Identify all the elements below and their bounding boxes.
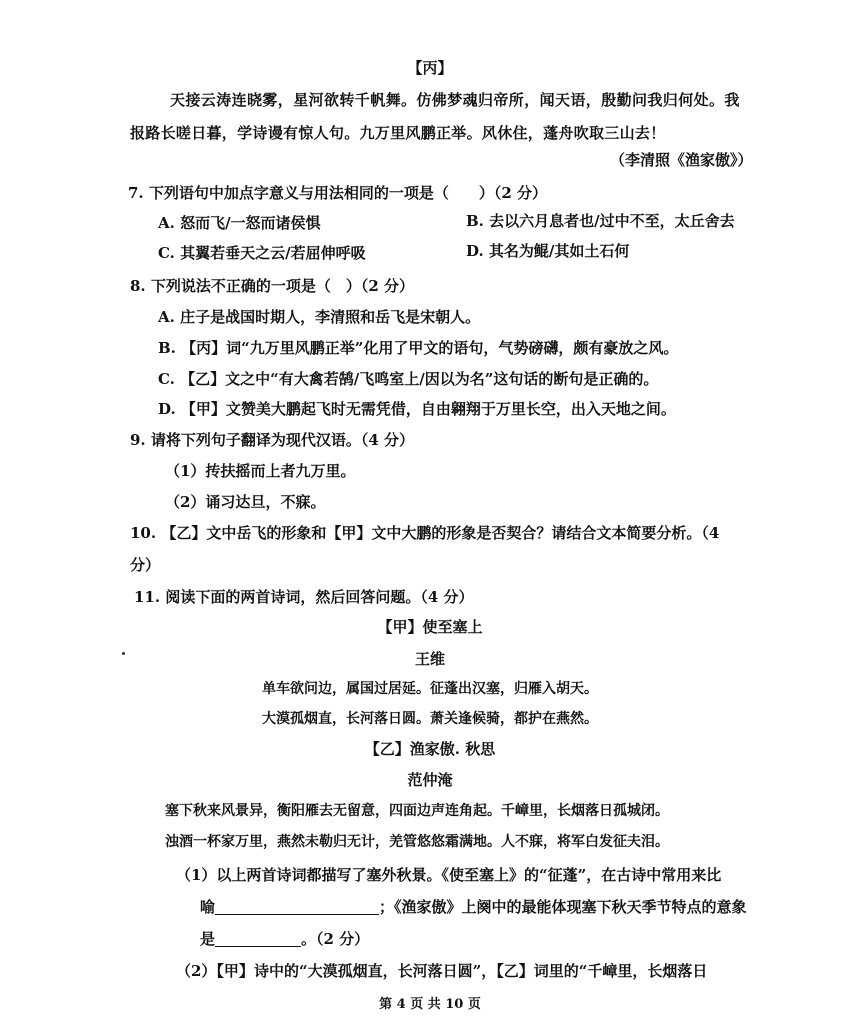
question-7-option-a: A. 怒而飞/一怒而诸侯惧 (158, 214, 321, 232)
bing-text-line1: 天接云涛连晓雾，星河欲转千帆舞。仿佛梦魂归帝所，闻天语，殷勤问我归何处。我 (170, 91, 740, 109)
question-7-option-c: C. 其翼若垂天之云/若屈伸呼吸 (158, 244, 366, 262)
bing-source: （李清照《渔家傲》） (610, 151, 753, 169)
poem-1-line2: 大漠孤烟直，长河落日圆。萧关逢候骑，都护在燕然。 (262, 711, 598, 727)
question-7-option-d: D. 其名为鲲/其如土石何 (466, 242, 630, 260)
question-11-stem: 11. 阅读下面的两首诗词，然后回答问题。（4 分） (134, 588, 474, 606)
question-11-sub1-line3 (200, 929, 369, 949)
poem-1-title: 【甲】使至塞上 (377, 618, 483, 636)
question-7-stem: 7. 下列语句中加点字意义与用法相同的一项是（ ）（2 分） (128, 184, 548, 202)
question-7-option-b: B. 去以六月息者也/过中不至，太丘舍去 (466, 212, 735, 230)
poem-1-line1: 单车欲问边，属国过居延。征蓬出汉塞，归雁入胡天。 (262, 681, 598, 697)
answer-blank-2[interactable] (215, 930, 301, 947)
poem-2-line1: 塞下秋来风景异，衡阳雁去无留意，四面边声连角起。千嶂里，长烟落日孤城闭。 (165, 803, 669, 819)
question-11-sub1-line1: （1）以上两首诗词都描写了塞外秋景。《使至塞上》的“征蓬”，在古诗中常用来比 (176, 866, 722, 884)
sub1-line2-suffix: ；《渔家傲》上阕中的最能体现塞下秋天季节特点的意象 (379, 898, 747, 916)
sub1-line3-suffix: 。（2 分） (301, 930, 370, 948)
question-8-option-b: B. 【丙】词“九万里风鹏正举”化用了甲文的语句，气势磅礴，颇有豪放之风。 (158, 339, 679, 357)
question-9-stem: 9. 请将下列句子翻译为现代汉语。（4 分） (130, 431, 415, 449)
question-8-option-a: A. 庄子是战国时期人，李清照和岳飞是宋朝人。 (158, 308, 481, 326)
question-10-line2: 分） (130, 556, 161, 574)
question-10-line1: 10. 【乙】文中岳飞的形象和【甲】文中大鹏的形象是否契合？请结合文本简要分析。（4 (130, 524, 720, 542)
question-11-sub1-line2 (200, 897, 747, 917)
question-9-sentence-1: （1）抟扶摇而上者九万里。 (165, 462, 356, 480)
question-9-sentence-2: （2）诵习达旦，不寐。 (165, 493, 326, 511)
sub1-line2-prefix: 喻 (200, 898, 216, 916)
section-bing-heading: 【丙】 (407, 59, 453, 77)
answer-blank-1[interactable] (215, 898, 379, 915)
page-footer: 第 4 页 共 10 页 (379, 997, 481, 1012)
bing-text-line2: 报路长嗟日暮，学诗谩有惊人句。九万里风鹏正举。风休住，蓬舟吹取三山去！ (130, 124, 666, 142)
poem-2-title: 【乙】渔家傲. 秋思 (364, 740, 496, 758)
question-8-option-c: C. 【乙】文之中“有大禽若鹄/飞鸣室上/因以为名”这句话的断句是正确的。 (158, 370, 659, 388)
question-11-sub2-line1: （2）【甲】诗中的“大漠孤烟直，长河落日圆”，【乙】词里的“千嶂里，长烟落日 (176, 962, 708, 980)
poem-2-line2: 浊酒一杯家万里，燕然未勒归无计，羌管悠悠霜满地。人不寐，将军白发征夫泪。 (165, 834, 669, 850)
poem-2-author: 范仲淹 (407, 771, 453, 789)
poem-1-author: 王维 (414, 650, 445, 668)
sub1-line3-prefix: 是 (200, 930, 216, 948)
question-8-stem: 8. 下列说法不正确的一项是（ ）（2 分） (130, 277, 415, 295)
question-8-option-d: D. 【甲】文赞美大鹏起飞时无需凭借，自由翱翔于万里长空，出入天地之间。 (158, 400, 676, 418)
